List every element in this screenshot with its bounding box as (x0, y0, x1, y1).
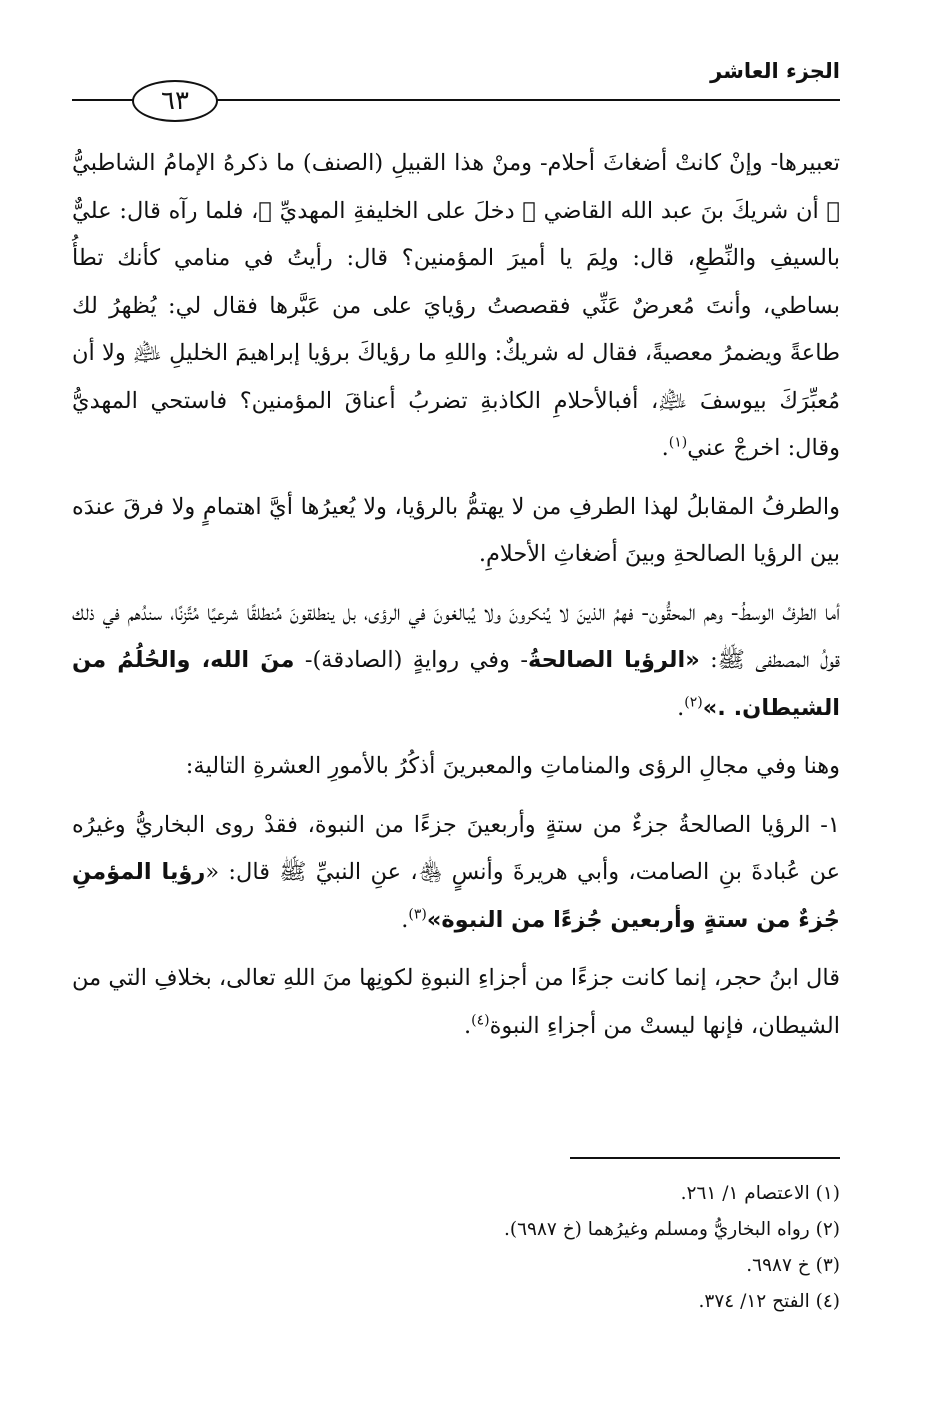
paragraph-4 (72, 743, 840, 791)
paragraph-2 (72, 484, 840, 579)
paragraph-end: . (401, 906, 409, 933)
quote-open: « (685, 647, 700, 673)
footnote-3: (٣) خ ٦٩٨٧. (746, 1255, 840, 1276)
paragraph-text: ١- الرؤيا الصالحةُ جزءٌ من ستةٍ وأربعينَ جزءًا من النبوة، فقدْ روى البخاريُّ وغيرُه عن عُبادةَ بنِ الصامت، وأبي هريرةَ وأنسٍ ﵃، عنِ النبيِّ ﷺ قال: « (72, 811, 841, 885)
paragraph-end: . (677, 694, 685, 721)
paragraph-text: وهنا وفي مجالِ الرؤى والمناماتِ والمعبرينَ أذكُرُ بالأمورِ العشرةِ التالية: (185, 753, 840, 779)
page-number: ٦٣ (132, 80, 218, 122)
paragraph-text: قال ابنُ حجر، إنما كانت جزءًا من أجزاءِ النبوةِ لكونِها منَ اللهِ تعالى، بخلافِ التي من الشيطان، فإنها ليستْ من أجزاءِ النبوة (72, 965, 840, 1039)
paragraph-1 (72, 140, 840, 473)
footnote-ref-1: (١) (668, 434, 688, 451)
hadith-quote-part-1: الرؤيا الصالحةُ (527, 647, 686, 673)
main-text (72, 140, 840, 1061)
paragraph-text: أما الطرفُ الوسطُ- وهم المحقُّون- فهمُ الذينَ لا يُنكرونَ ولا يُبالغونَ في الرؤى، بل ينطلقونَ مُنطلقًا شرعيًا مُتَّزنًا، سندُهم في ذلك قولُ المصطفى ﷺ: (72, 599, 840, 673)
hadith-quote: رؤيا المؤمنِ جُزءٌ من ستةٍ وأربعين جُزءًا من النبوة (72, 859, 840, 933)
paragraph-6 (72, 955, 840, 1050)
footnote-ref-3: (٣) (408, 906, 427, 922)
footnote-ref-2: (٢) (684, 694, 703, 710)
paragraph-end: . (463, 1012, 472, 1039)
paragraph-5 (72, 802, 840, 945)
paragraph-text: - وفي روايةٍ (الصادقة)- (294, 647, 528, 673)
footnote-1: (١) الاعتصام ١/ ٢٦١. (680, 1183, 840, 1204)
footnote-4: (٤) الفتح ١٢/ ٣٧٤. (698, 1291, 840, 1312)
paragraph-text: والطرفُ المقابلُ لهذا الطرفِ من لا يهتمُّ بالرؤيا، ولا يُعيرُها أيَّ اهتمامٍ ولا فرقَ عندَه بين الرؤيا الصالحةِ وبينَ أضغاثِ الأحلامِ. (72, 493, 840, 567)
footnote-2: (٢) رواه البخاريُّ ومسلم وغيرُهما (خ ٦٩٨٧). (504, 1219, 840, 1240)
footnotes (72, 1176, 840, 1320)
running-title: الجزء العاشر (710, 59, 840, 83)
paragraph-end: . (661, 435, 669, 461)
quote-close: » (702, 694, 718, 721)
footnote-rule (570, 1157, 840, 1159)
paragraph-3 (72, 590, 840, 733)
paragraph-text: تعبيرها- وإنْ كانتْ أضغاثَ أحلام- ومنْ هذا القبيلِ (الصنف) ما ذكرهُ الإمامُ الشاطبيُّ ﷫ أن شريكَ بنَ عبد الله القاضي ﷫ دخلَ على الخليفةِ المهديِّ ﷫، فلما رآه قال: عليٌّ بالسيفِ والنِّطعِ، قال: ولِمَ يا أميرَ المؤمنين؟ قال: رأيتُ في منامي كأنك تطأُ بساطي، وأنتَ مُعرضٌ عَنِّي فقصصتُ رؤيايَ على من عَبَّرها فقال لي: يُظهرُ لك طاعةً ويضمرُ معصيةً، فقال له شريكٌ: واللهِ ما رؤياكَ برؤيا إبراهيمَ الخليلِ ﵇ ولا أن مُعبِّرَكَ بيوسفَ ﵇، أفبالأحلامِ الكاذبةِ تضربُ أعناقَ المؤمنين؟ فاستحي المهديُّ وقال: اخرجْ عني (72, 150, 840, 461)
hadith-quote-part-2: منَ الله، والحُلُمُ من الشيطان. . (72, 647, 840, 721)
footnote-ref-4: (٤) (471, 1012, 490, 1028)
quote-close: » (426, 906, 442, 933)
